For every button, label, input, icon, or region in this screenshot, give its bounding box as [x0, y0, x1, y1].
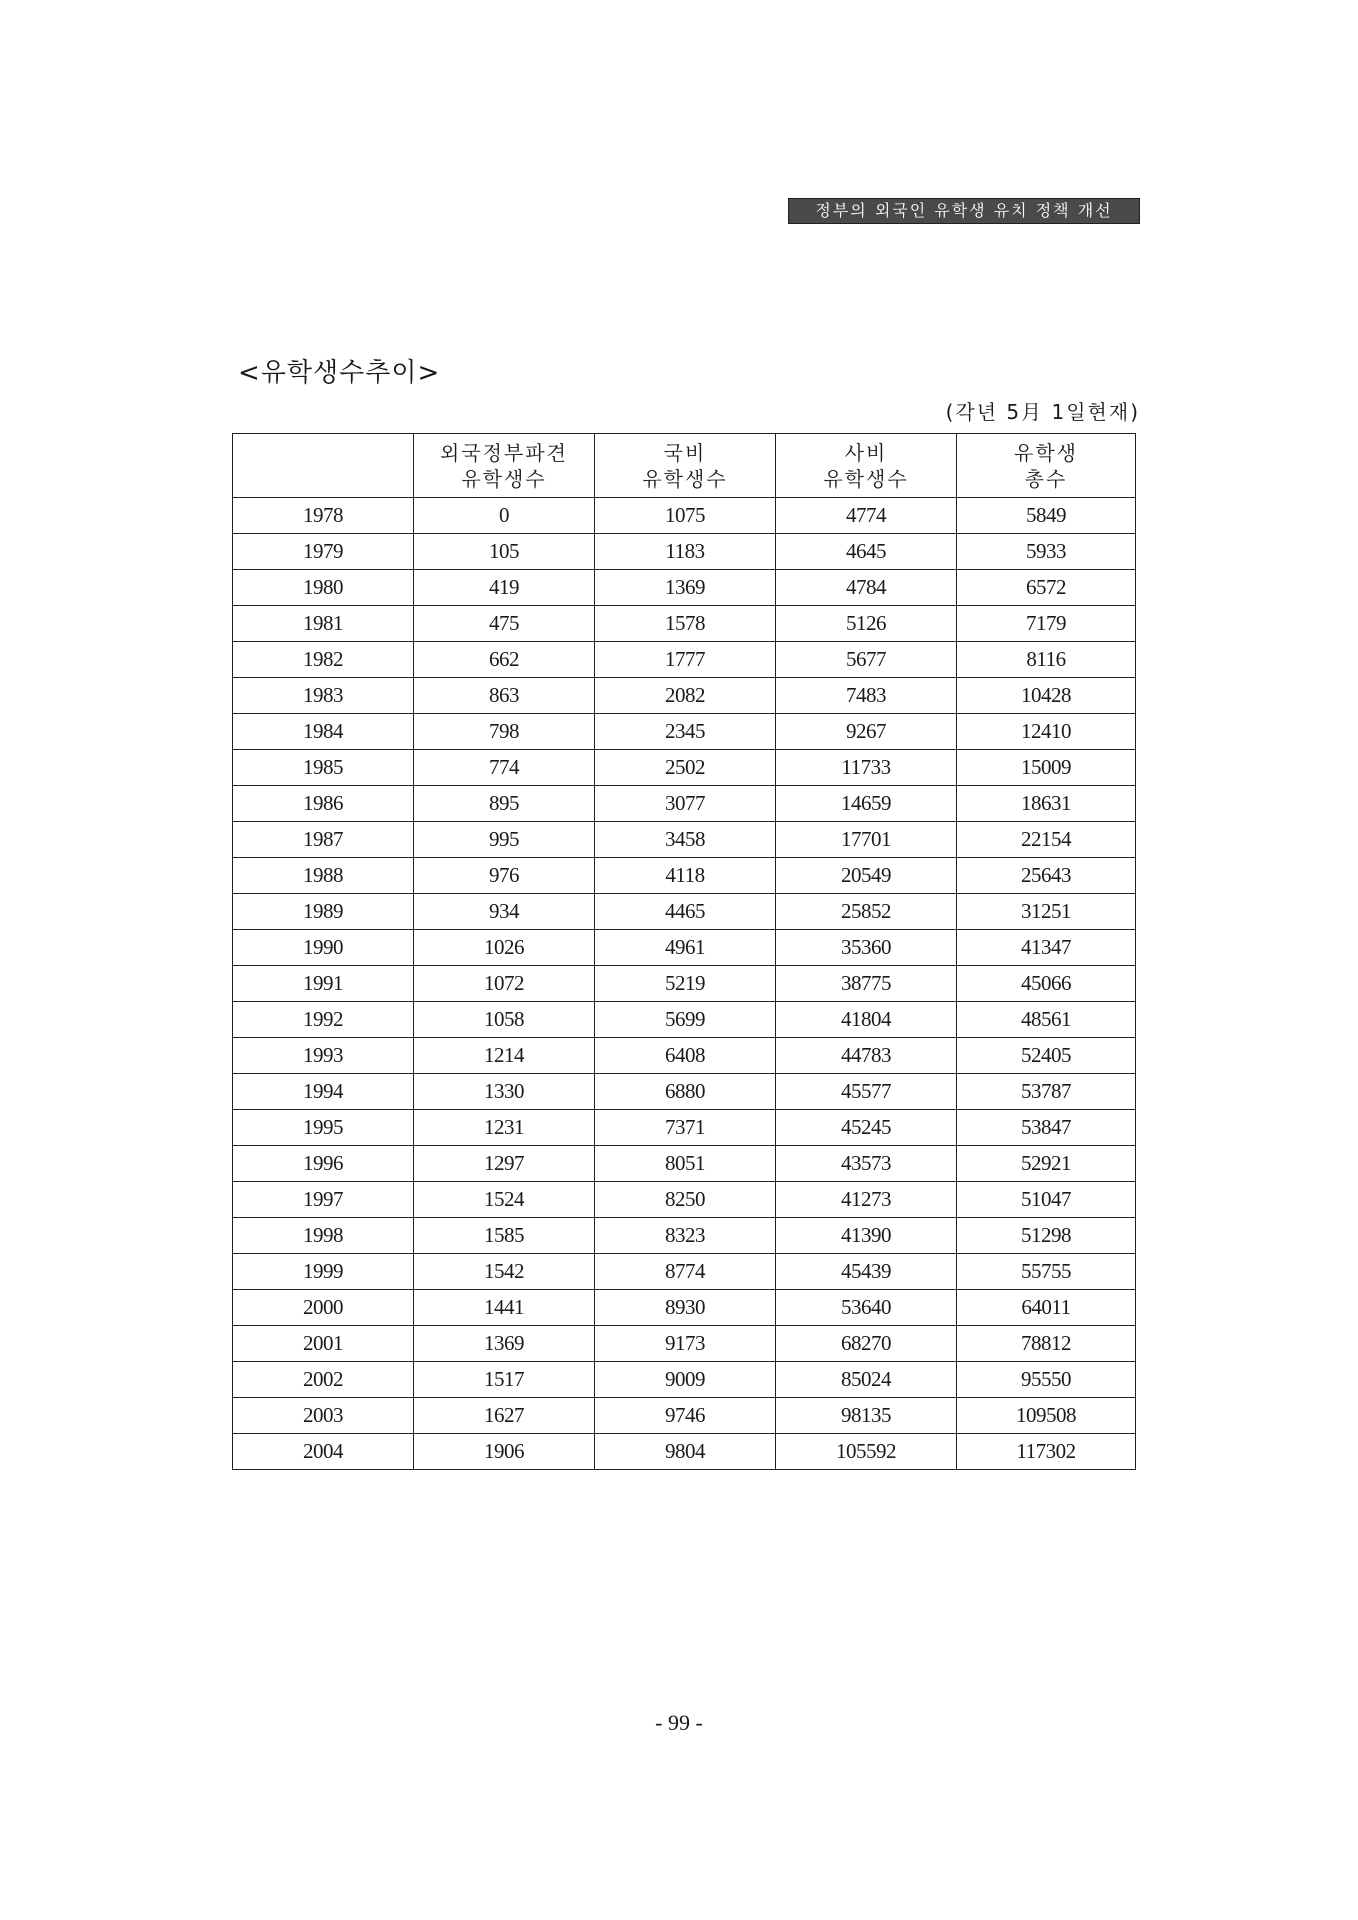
gov-funded-cell: 1183 [595, 534, 776, 570]
year-cell: 2001 [233, 1326, 414, 1362]
header-label: 유학생수 [461, 466, 547, 491]
gov-funded-cell: 8774 [595, 1254, 776, 1290]
total-cell: 109508 [957, 1398, 1136, 1434]
table-row [233, 1038, 1136, 1074]
year-cell: 1996 [233, 1146, 414, 1182]
header-label: 외국정부파견 [440, 440, 568, 465]
gov-funded-cell: 6880 [595, 1074, 776, 1110]
table-row [233, 534, 1136, 570]
self-funded-cell: 45245 [776, 1110, 957, 1146]
table-row [233, 1002, 1136, 1038]
table-row [233, 786, 1136, 822]
year-cell: 1984 [233, 714, 414, 750]
total-cell: 95550 [957, 1362, 1136, 1398]
gov-funded-cell: 3077 [595, 786, 776, 822]
gov-funded-cell: 2082 [595, 678, 776, 714]
gov-funded-cell: 1777 [595, 642, 776, 678]
year-cell: 1978 [233, 498, 414, 534]
gov-funded-cell: 9173 [595, 1326, 776, 1362]
self-funded-cell: 53640 [776, 1290, 957, 1326]
table-row [233, 1218, 1136, 1254]
total-cell: 64011 [957, 1290, 1136, 1326]
gov-funded-cell: 9009 [595, 1362, 776, 1398]
table-row [233, 1254, 1136, 1290]
gov-funded-cell: 5699 [595, 1002, 776, 1038]
total-cell: 48561 [957, 1002, 1136, 1038]
total-cell: 15009 [957, 750, 1136, 786]
foreign-gov-cell: 1517 [414, 1362, 595, 1398]
self-funded-cell: 7483 [776, 678, 957, 714]
table-row [233, 1146, 1136, 1182]
self-funded-cell: 20549 [776, 858, 957, 894]
year-cell: 1994 [233, 1074, 414, 1110]
self-funded-cell: 9267 [776, 714, 957, 750]
self-funded-cell: 68270 [776, 1326, 957, 1362]
foreign-gov-cell: 798 [414, 714, 595, 750]
self-funded-cell: 41273 [776, 1182, 957, 1218]
total-cell: 41347 [957, 930, 1136, 966]
running-header-badge: 정부의 외국인 유학생 유치 정책 개선 [788, 198, 1140, 224]
total-cell: 18631 [957, 786, 1136, 822]
table-row [233, 966, 1136, 1002]
foreign-gov-cell: 1058 [414, 1002, 595, 1038]
year-cell: 1993 [233, 1038, 414, 1074]
total-cell: 31251 [957, 894, 1136, 930]
total-cell: 51047 [957, 1182, 1136, 1218]
foreign-gov-cell: 1026 [414, 930, 595, 966]
year-cell: 1987 [233, 822, 414, 858]
self-funded-cell: 85024 [776, 1362, 957, 1398]
total-cell: 7179 [957, 606, 1136, 642]
header-year [233, 434, 414, 498]
total-cell: 6572 [957, 570, 1136, 606]
foreign-gov-cell: 1330 [414, 1074, 595, 1110]
total-cell: 10428 [957, 678, 1136, 714]
self-funded-cell: 35360 [776, 930, 957, 966]
self-funded-cell: 45577 [776, 1074, 957, 1110]
year-cell: 1986 [233, 786, 414, 822]
self-funded-cell: 105592 [776, 1434, 957, 1470]
self-funded-cell: 5126 [776, 606, 957, 642]
total-cell: 52405 [957, 1038, 1136, 1074]
total-cell: 78812 [957, 1326, 1136, 1362]
gov-funded-cell: 4465 [595, 894, 776, 930]
header-label: 사비 [844, 440, 888, 465]
year-cell: 1982 [233, 642, 414, 678]
year-cell: 1995 [233, 1110, 414, 1146]
foreign-gov-cell: 863 [414, 678, 595, 714]
year-cell: 1980 [233, 570, 414, 606]
page-number: - 99 - [655, 1710, 703, 1735]
foreign-gov-cell: 895 [414, 786, 595, 822]
table-row [233, 606, 1136, 642]
self-funded-cell: 25852 [776, 894, 957, 930]
header-gov-funded [595, 434, 776, 498]
total-cell: 12410 [957, 714, 1136, 750]
year-cell: 1981 [233, 606, 414, 642]
foreign-gov-cell: 1297 [414, 1146, 595, 1182]
table-row [233, 678, 1136, 714]
self-funded-cell: 17701 [776, 822, 957, 858]
table-row [233, 1182, 1136, 1218]
foreign-gov-cell: 1441 [414, 1290, 595, 1326]
table-row [233, 930, 1136, 966]
gov-funded-cell: 5219 [595, 966, 776, 1002]
self-funded-cell: 4784 [776, 570, 957, 606]
year-cell: 1983 [233, 678, 414, 714]
foreign-gov-cell: 1627 [414, 1398, 595, 1434]
year-cell: 2004 [233, 1434, 414, 1470]
table-row [233, 642, 1136, 678]
foreign-gov-cell: 976 [414, 858, 595, 894]
self-funded-cell: 38775 [776, 966, 957, 1002]
header-label: 유학생수 [642, 466, 728, 491]
header-total [957, 434, 1136, 498]
year-cell: 2003 [233, 1398, 414, 1434]
foreign-gov-cell: 774 [414, 750, 595, 786]
self-funded-cell: 45439 [776, 1254, 957, 1290]
self-funded-cell: 98135 [776, 1398, 957, 1434]
year-cell: 2002 [233, 1362, 414, 1398]
table-row [233, 714, 1136, 750]
header-foreign-gov [414, 434, 595, 498]
gov-funded-cell: 8930 [595, 1290, 776, 1326]
self-funded-cell: 5677 [776, 642, 957, 678]
gov-funded-cell: 1578 [595, 606, 776, 642]
gov-funded-cell: 9804 [595, 1434, 776, 1470]
foreign-gov-cell: 1231 [414, 1110, 595, 1146]
header-label: 총수 [1024, 466, 1068, 491]
self-funded-cell: 44783 [776, 1038, 957, 1074]
total-cell: 117302 [957, 1434, 1136, 1470]
total-cell: 51298 [957, 1218, 1136, 1254]
header-row [233, 434, 1136, 498]
gov-funded-cell: 7371 [595, 1110, 776, 1146]
year-cell: 1998 [233, 1218, 414, 1254]
year-cell: 1988 [233, 858, 414, 894]
total-cell: 5933 [957, 534, 1136, 570]
section-title: <유학생수추이> [238, 358, 441, 388]
foreign-gov-cell: 419 [414, 570, 595, 606]
foreign-gov-cell: 105 [414, 534, 595, 570]
foreign-gov-cell: 662 [414, 642, 595, 678]
self-funded-cell: 11733 [776, 750, 957, 786]
gov-funded-cell: 9746 [595, 1398, 776, 1434]
total-cell: 55755 [957, 1254, 1136, 1290]
table-row [233, 894, 1136, 930]
year-cell: 1990 [233, 930, 414, 966]
self-funded-cell: 41804 [776, 1002, 957, 1038]
gov-funded-cell: 4118 [595, 858, 776, 894]
self-funded-cell: 4774 [776, 498, 957, 534]
total-cell: 25643 [957, 858, 1136, 894]
table-row [233, 750, 1136, 786]
year-cell: 1999 [233, 1254, 414, 1290]
gov-funded-cell: 8323 [595, 1218, 776, 1254]
gov-funded-cell: 1369 [595, 570, 776, 606]
year-cell: 1991 [233, 966, 414, 1002]
table-body [233, 498, 1136, 1470]
foreign-gov-cell: 1369 [414, 1326, 595, 1362]
foreign-gov-cell: 1524 [414, 1182, 595, 1218]
gov-funded-cell: 3458 [595, 822, 776, 858]
header-label: 유학생 [1014, 440, 1078, 465]
table-row [233, 498, 1136, 534]
gov-funded-cell: 2345 [595, 714, 776, 750]
header-label: 유학생수 [823, 466, 909, 491]
gov-funded-cell: 6408 [595, 1038, 776, 1074]
table-row [233, 858, 1136, 894]
year-cell: 2000 [233, 1290, 414, 1326]
total-cell: 8116 [957, 642, 1136, 678]
table-row [233, 1398, 1136, 1434]
foreign-gov-cell: 1906 [414, 1434, 595, 1470]
table-row [233, 1290, 1136, 1326]
table-row [233, 822, 1136, 858]
self-funded-cell: 41390 [776, 1218, 957, 1254]
foreign-gov-cell: 1072 [414, 966, 595, 1002]
total-cell: 45066 [957, 966, 1136, 1002]
year-cell: 1985 [233, 750, 414, 786]
gov-funded-cell: 2502 [595, 750, 776, 786]
year-cell: 1992 [233, 1002, 414, 1038]
table-row [233, 1434, 1136, 1470]
self-funded-cell: 14659 [776, 786, 957, 822]
total-cell: 22154 [957, 822, 1136, 858]
table-row [233, 1074, 1136, 1110]
date-basis-note: (각년 5月 1일현재) [945, 400, 1140, 424]
table-header [233, 434, 1136, 498]
foreign-gov-cell: 1214 [414, 1038, 595, 1074]
self-funded-cell: 43573 [776, 1146, 957, 1182]
total-cell: 5849 [957, 498, 1136, 534]
year-cell: 1979 [233, 534, 414, 570]
gov-funded-cell: 8051 [595, 1146, 776, 1182]
foreign-gov-cell: 1542 [414, 1254, 595, 1290]
foreign-gov-cell: 995 [414, 822, 595, 858]
self-funded-cell: 4645 [776, 534, 957, 570]
year-cell: 1997 [233, 1182, 414, 1218]
table-row [233, 570, 1136, 606]
table-row [233, 1362, 1136, 1398]
total-cell: 52921 [957, 1146, 1136, 1182]
total-cell: 53787 [957, 1074, 1136, 1110]
table-row [233, 1326, 1136, 1362]
header-self-funded [776, 434, 957, 498]
year-cell: 1989 [233, 894, 414, 930]
foreign-gov-cell: 934 [414, 894, 595, 930]
foreign-gov-cell: 475 [414, 606, 595, 642]
header-label: 국비 [663, 440, 707, 465]
total-cell: 53847 [957, 1110, 1136, 1146]
student-count-table [232, 433, 1136, 1470]
foreign-gov-cell: 1585 [414, 1218, 595, 1254]
foreign-gov-cell: 0 [414, 498, 595, 534]
gov-funded-cell: 8250 [595, 1182, 776, 1218]
gov-funded-cell: 1075 [595, 498, 776, 534]
table-row [233, 1110, 1136, 1146]
gov-funded-cell: 4961 [595, 930, 776, 966]
